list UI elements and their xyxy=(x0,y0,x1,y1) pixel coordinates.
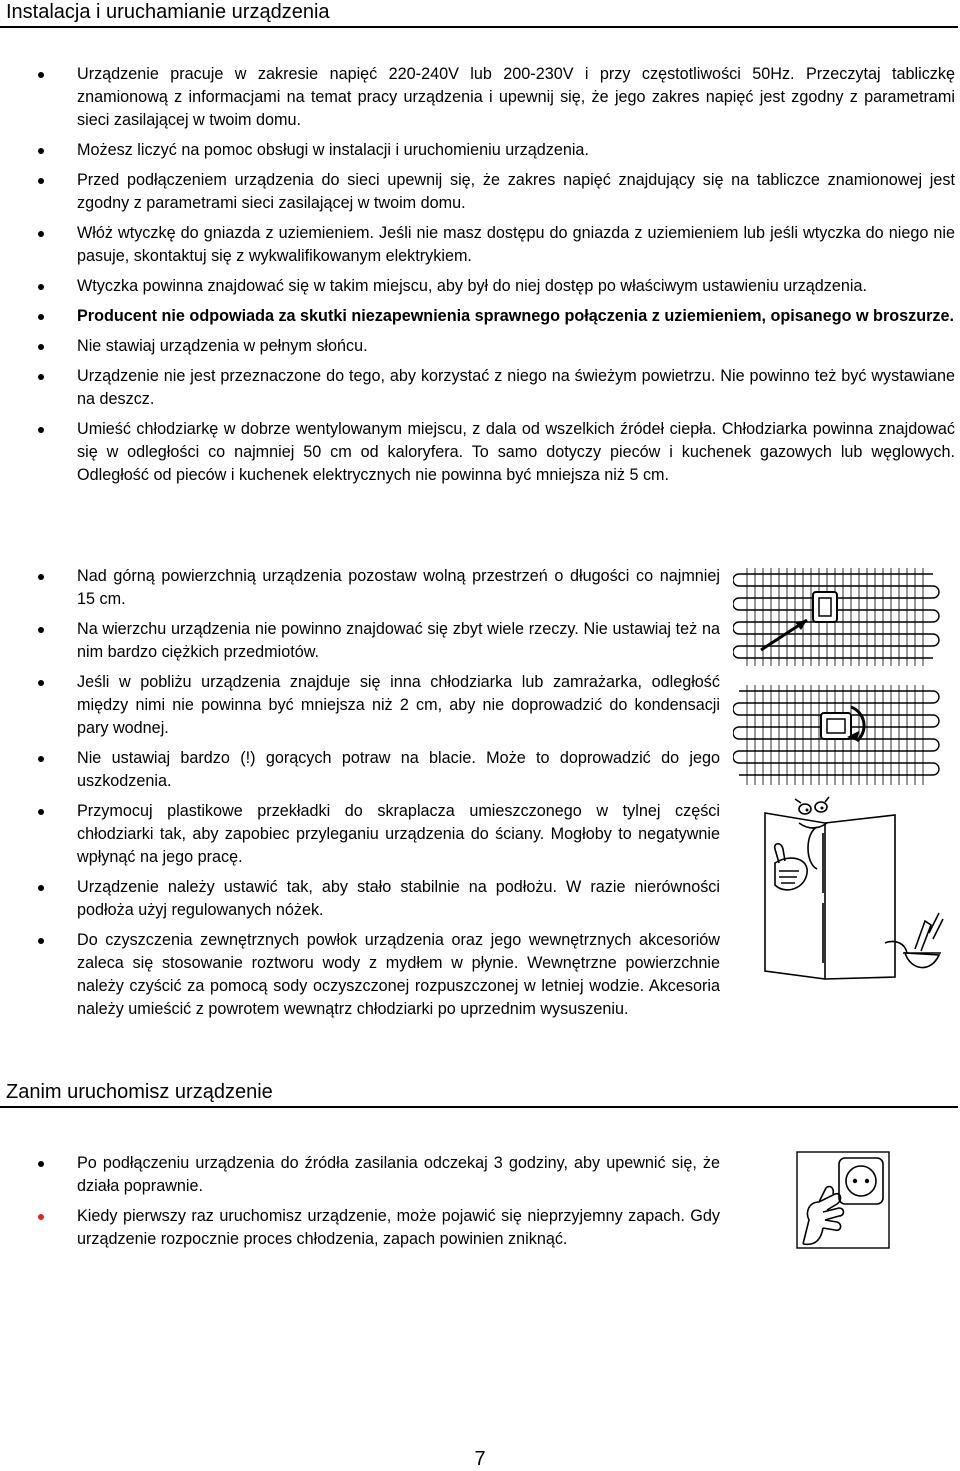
list-item: Urządzenie należy ustawić tak, aby stało stabilnie na podłożu. W razie nierówności podłoża użyj regulowanych nóżek. xyxy=(0,876,720,922)
list-item: Kiedy pierwszy raz uruchomisz urządzenie, może pojawić się nieprzyjemny zapach. Gdy urządzenie rozpocznie proces chłodzenia, zapach powinien zniknąć. xyxy=(0,1205,720,1251)
list-item: Nad górną powierzchnią urządzenia pozostaw wolną przestrzeń o długości co najmniej 15 cm. xyxy=(0,565,720,611)
before-start-list xyxy=(0,1152,720,1258)
installation-list-narrow xyxy=(0,565,720,1028)
list-item: Nie ustawiaj bardzo (!) gorących potraw na blacie. Może to doprowadzić do jego uszkodzenia. xyxy=(0,747,720,793)
list-item: Urządzenie pracuje w zakresie napięć 220-240V lub 200-230V i przy częstotliwości 50Hz. Przeczytaj tabliczkę znamionową z informacjami na temat pracy urządzenia i upewnij się, że jego zakres napięć jest zgodny z parametrami sieci zasilającej w twoim domu. xyxy=(0,63,955,132)
condenser-spacer-illustration xyxy=(733,566,943,672)
condenser-spacer-rotate-illustration xyxy=(733,683,943,791)
list-item: Możesz liczyć na pomoc obsługi w instalacji i uruchomieniu urządzenia. xyxy=(0,139,955,162)
hand-socket-illustration xyxy=(795,1150,891,1250)
list-item: Do czyszczenia zewnętrznych powłok urządzenia oraz jego wewnętrznych akcesoriów zaleca się stosowanie roztworu wody z mydłem w płynie. Wewnętrzne powierzchnie należy czyścić za pomocą sody oczyszczonej rozpuszczonej w letniej wodzie. Akcesoria należy umieścić z powrotem wewnątrz chłodziarki po uprzednim wysuszeniu. xyxy=(0,929,720,1021)
page-number: 7 xyxy=(474,1448,486,1470)
installation-list xyxy=(0,63,955,494)
section-title-before-start: Zanim uruchomisz urządzenie xyxy=(0,1080,958,1108)
list-item: Przymocuj plastikowe przekładki do skraplacza umieszczonego w tylnej części chłodziarki tak, aby zapobiec przyleganiu urządzenia do ściany. Mogłoby to negatywnie wpłynąć na jego pracę. xyxy=(0,800,720,869)
list-item-warning: Producent nie odpowiada za skutki niezapewnienia sprawnego połączenia z uziemieniem, opisanego w broszurze. xyxy=(0,305,955,328)
list-item: Urządzenie nie jest przeznaczone do tego, aby korzystać z niego na świeżym powietrzu. Nie powinno też być wystawiane na deszcz. xyxy=(0,365,955,411)
list-item: Umieść chłodziarkę w dobrze wentylowanym miejscu, z dala od wszelkich źródeł ciepła. Chłodziarka powinna znajdować się w odległości co najmniej 50 cm od kaloryfera. To samo dotyczy pieców i kuchenek gazowych lub węglowych. Odległość od pieców i kuchenek elektrycznych nie powinna być mniejsza niż 5 cm. xyxy=(0,418,955,487)
list-item: Wtyczka powinna znajdować się w takim miejscu, aby był do niej dostęp po właściwym ustawieniu urządzenia. xyxy=(0,275,955,298)
list-item: Po podłączeniu urządzenia do źródła zasilania odczekaj 3 godziny, aby upewnić się, że działa poprawnie. xyxy=(0,1152,720,1198)
smiling-fridge-illustration xyxy=(735,793,945,993)
list-item: Nie stawiaj urządzenia w pełnym słońcu. xyxy=(0,335,955,358)
list-item: Włóż wtyczkę do gniazda z uziemieniem. Jeśli nie masz dostępu do gniazda z uziemieniem lub jeśli wtyczka do niego nie pasuje, skontaktuj się z wykwalifikowanym elektrykiem. xyxy=(0,222,955,268)
list-item: Na wierzchu urządzenia nie powinno znajdować się zbyt wiele rzeczy. Nie ustawiaj też na nim bardzo ciężkich przedmiotów. xyxy=(0,618,720,664)
section-title-installation: Instalacja i uruchamianie urządzenia xyxy=(0,0,958,28)
list-item: Przed podłączeniem urządzenia do sieci upewnij się, że zakres napięć znajdujący się na tabliczce znamionowej jest zgodny z parametrami sieci zasilającej w twoim domu. xyxy=(0,169,955,215)
list-item: Jeśli w pobliżu urządzenia znajduje się inna chłodziarka lub zamrażarka, odległość między nimi nie powinna być mniejsza niż 2 cm, aby nie doprowadzić do kondensacji pary wodnej. xyxy=(0,671,720,740)
